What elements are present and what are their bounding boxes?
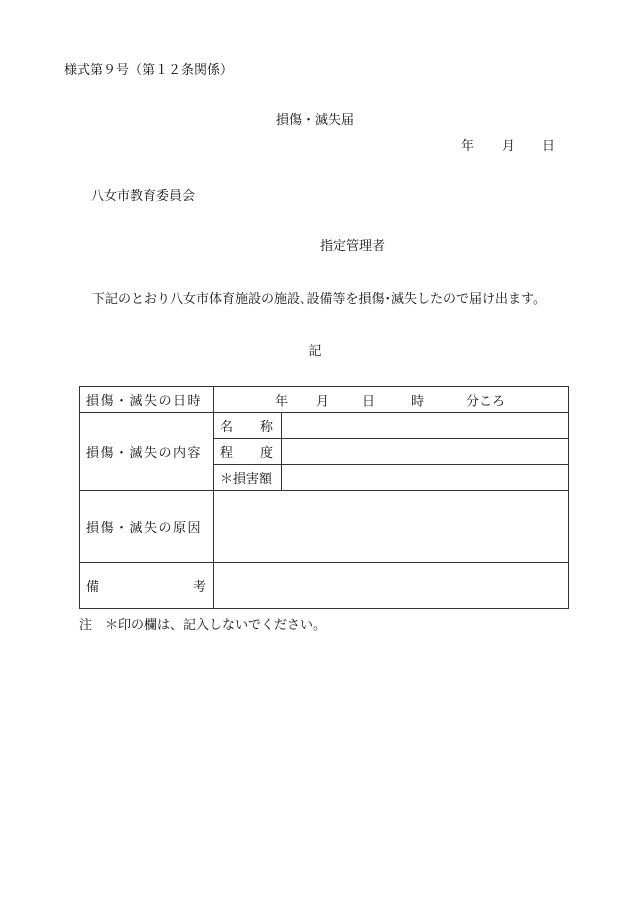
date-day: 日 — [542, 139, 556, 154]
remarks-label-char-1: 備 — [86, 580, 100, 595]
cause-label: 損傷・滅失の原因 — [80, 491, 214, 563]
degree-label-char-2: 度 — [259, 446, 273, 461]
degree-field[interactable] — [282, 439, 569, 465]
form-number: 様式第９号（第１２条関係） — [64, 63, 234, 78]
ki-label: 記 — [308, 344, 322, 359]
submitter-label: 指定管理者 — [320, 239, 386, 254]
datetime-hour: 時 — [411, 394, 425, 409]
row-datetime — [80, 387, 569, 413]
degree-label — [214, 439, 282, 465]
remarks-label-char-2: 考 — [192, 580, 206, 595]
datetime-field[interactable] — [214, 387, 569, 413]
row-content-name — [80, 413, 569, 439]
name-field[interactable] — [282, 413, 569, 439]
row-remarks — [80, 563, 569, 609]
addressee: 八女市教育委員会 — [91, 189, 196, 204]
name-label-char-2: 称 — [259, 420, 273, 435]
date-year: 年 — [461, 139, 475, 154]
content-label: 損傷・滅失の内容 — [80, 413, 214, 491]
remarks-field[interactable] — [214, 563, 569, 609]
report-table — [79, 386, 569, 609]
cause-field[interactable] — [214, 491, 569, 563]
datetime-label: 損傷・滅失の日時 — [80, 387, 214, 413]
datetime-month: 月 — [316, 394, 330, 409]
intro-text: 下記のとおり八女市体育施設の施設､設備等を損傷･滅失したので届け出ます。 — [92, 292, 546, 307]
damage-amount-label: ＊損害額 — [214, 465, 282, 491]
row-cause — [80, 491, 569, 563]
degree-label-char-1: 程 — [220, 446, 234, 461]
datetime-day: 日 — [362, 394, 376, 409]
datetime-year: 年 — [275, 394, 289, 409]
name-label — [214, 413, 282, 439]
document-title: 損傷・滅失届 — [275, 113, 354, 128]
date-month: 月 — [502, 139, 516, 154]
damage-amount-field[interactable] — [282, 465, 569, 491]
footer-note: 注 ＊印の欄は、記入しないでください。 — [79, 618, 327, 633]
name-label-char-1: 名 — [220, 420, 234, 435]
datetime-minute: 分ころ — [466, 394, 506, 409]
remarks-label — [80, 563, 214, 609]
